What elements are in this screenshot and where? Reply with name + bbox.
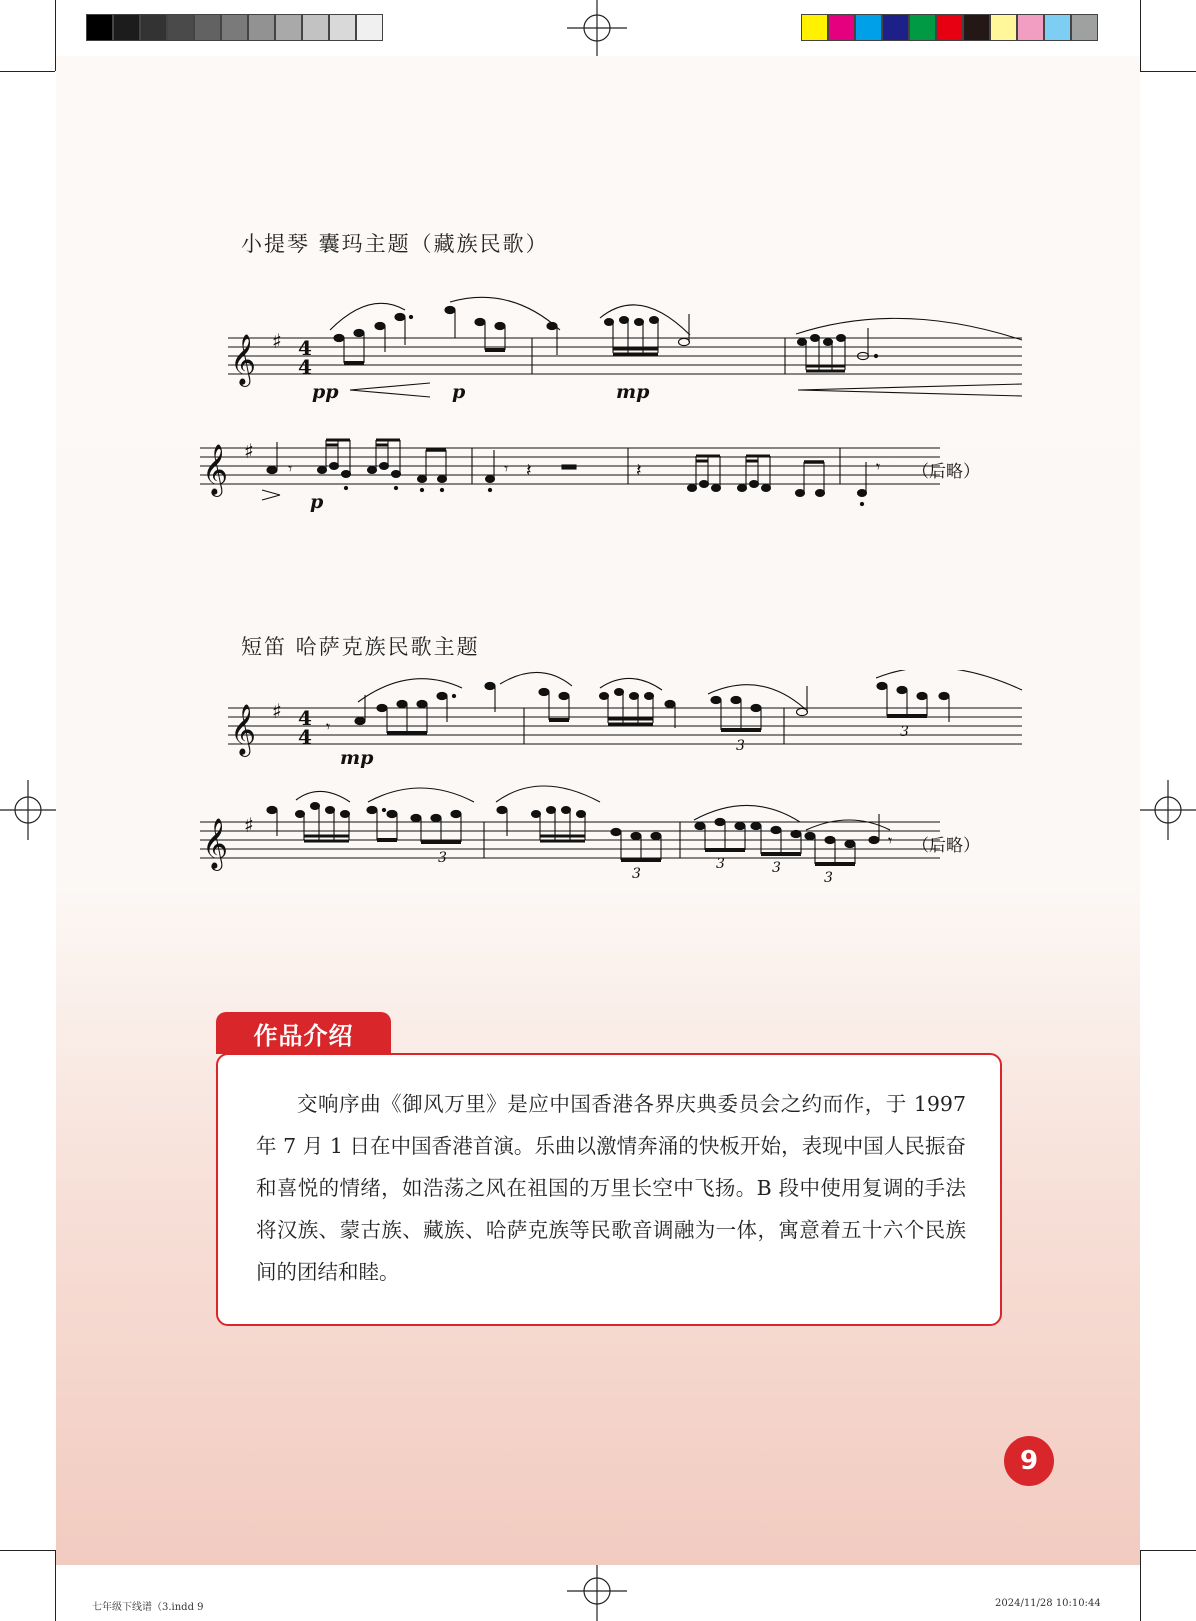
color-swatch — [882, 14, 909, 41]
footer-timestamp: 2024/11/28 10:10:44 — [995, 1598, 1101, 1609]
registration-mark — [567, 1561, 627, 1621]
intro-paragraph: 交响序曲《御风万里》是应中国香港各界庆典委员会之约而作，于 1997 年 7 月 1 日在中国香港首演。乐曲以激情奔涌的快板开始，表现中国人民振奋和喜悦的情绪，如浩荡之风在祖国的万里长空中飞扬。B 段中使用复调的手法将汉族、蒙古族、藏族、哈萨克族等民歌音调融为一体，寓意着五十六个民族间的团结和睦。 — [256, 1092, 966, 1284]
color-swatch — [86, 14, 113, 41]
tuplet-label: 3 — [632, 866, 641, 882]
intro-box — [216, 1053, 1002, 1326]
color-swatch — [221, 14, 248, 41]
process-color-bar — [801, 14, 1098, 41]
intro-heading: 作品介绍 — [216, 1012, 391, 1054]
tuplet-label: 3 — [900, 724, 909, 740]
sharp-icon: ♯ — [244, 813, 254, 837]
registration-mark — [567, 0, 627, 60]
crop-mark — [1140, 71, 1196, 72]
color-swatch — [963, 14, 990, 41]
color-swatch — [1071, 14, 1098, 41]
svg-text:𝄾: 𝄾 — [888, 831, 893, 850]
sharp-icon: ♯ — [244, 439, 254, 463]
svg-text:𝄽: 𝄽 — [526, 460, 532, 481]
color-swatch — [113, 14, 140, 41]
registration-mark — [1136, 780, 1196, 840]
dynamic-mark: mp — [340, 747, 374, 769]
color-swatch — [909, 14, 936, 41]
crop-mark — [0, 1550, 55, 1551]
svg-text:𝄾: 𝄾 — [876, 457, 881, 476]
ending-mark: （后略） — [912, 462, 980, 482]
color-swatch — [329, 14, 356, 41]
staff-lines — [228, 338, 1022, 374]
tuplet-label: 3 — [736, 738, 745, 754]
excerpt-caption: 小提琴 囊玛主题（藏族民歌） — [241, 232, 549, 256]
treble-clef-icon: 𝄞 — [230, 334, 257, 385]
color-swatch — [275, 14, 302, 41]
color-swatch — [855, 14, 882, 41]
dynamic-mark: p — [310, 491, 324, 513]
color-swatch — [801, 14, 828, 41]
svg-text:𝄾: 𝄾 — [504, 459, 509, 478]
color-swatch — [828, 14, 855, 41]
treble-clef-icon: 𝄞 — [202, 818, 229, 869]
svg-text:𝄾: 𝄾 — [288, 459, 293, 478]
treble-clef-icon: 𝄞 — [230, 704, 257, 755]
tuplet-label: 3 — [772, 860, 781, 876]
color-swatch — [194, 14, 221, 41]
treble-clef-icon: 𝄞 — [202, 444, 229, 495]
color-swatch — [248, 14, 275, 41]
color-swatch — [302, 14, 329, 41]
excerpt-caption: 短笛 哈萨克族民歌主题 — [241, 635, 480, 659]
crop-mark — [0, 71, 55, 72]
dynamic-mark: p — [452, 381, 466, 403]
color-swatch — [167, 14, 194, 41]
footer-file: 七年级下线谱（3.indd 9 — [92, 1602, 204, 1613]
svg-text:4: 4 — [298, 355, 312, 379]
crop-mark — [1140, 1550, 1141, 1621]
dynamic-mark: mp — [616, 381, 650, 403]
color-swatch — [1044, 14, 1071, 41]
sharp-icon: ♯ — [272, 699, 282, 723]
color-swatch — [936, 14, 963, 41]
page-number: 9 — [1004, 1436, 1054, 1486]
svg-text:𝄽: 𝄽 — [636, 460, 642, 481]
score-piccolo — [200, 670, 1030, 910]
tuplet-label: 3 — [716, 856, 725, 872]
tuplet-label: 3 — [438, 850, 447, 866]
svg-text:4: 4 — [298, 336, 312, 360]
color-swatch — [356, 14, 383, 41]
svg-text:4: 4 — [298, 706, 312, 730]
crop-mark — [1140, 0, 1141, 71]
svg-text:4: 4 — [298, 725, 312, 749]
color-swatch — [140, 14, 167, 41]
color-swatch — [1017, 14, 1044, 41]
ending-mark: （后略） — [912, 836, 980, 856]
grayscale-color-bar — [86, 14, 383, 41]
svg-text:𝄾: 𝄾 — [326, 717, 331, 736]
dynamic-mark: pp — [312, 381, 339, 403]
tuplet-label: 3 — [824, 870, 833, 886]
sharp-icon: ♯ — [272, 329, 282, 353]
registration-mark — [0, 780, 60, 840]
color-swatch — [990, 14, 1017, 41]
crop-mark — [1140, 1550, 1196, 1551]
score-violin — [200, 290, 1030, 540]
